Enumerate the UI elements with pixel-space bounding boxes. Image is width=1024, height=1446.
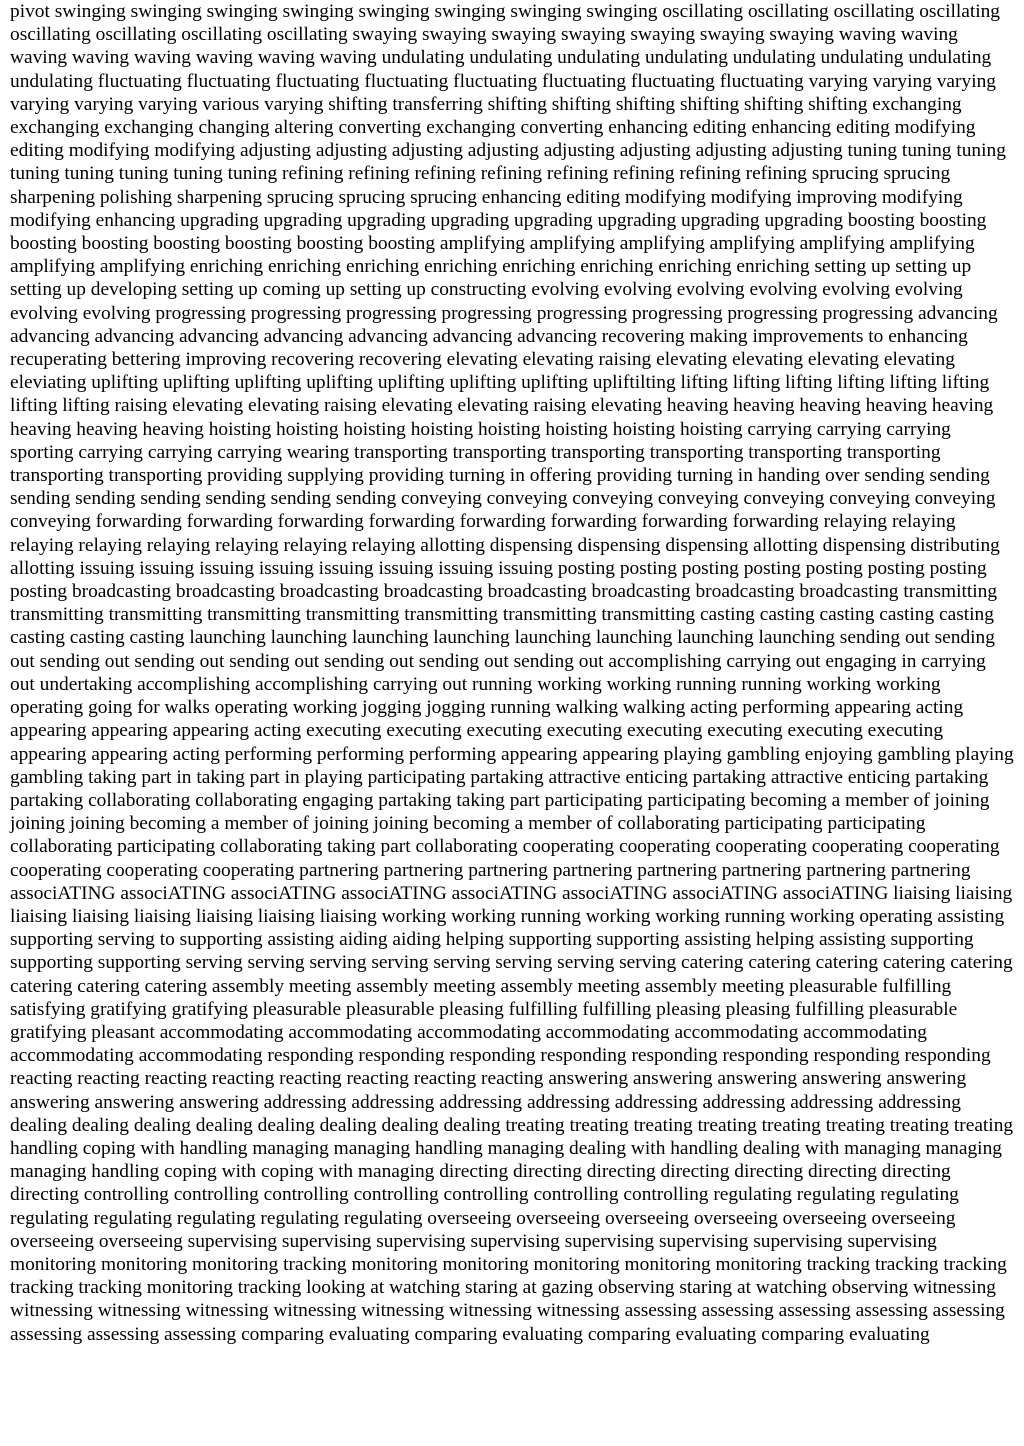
body-text: pivot swinging swinging swinging swinging swinging swinging swinging swinging oscillating oscillating oscillating oscillating oscillating oscillating oscillating oscillating swaying swaying swaying swaying swaying swaying swaying waving waving waving waving waving waving waving waving undulating undulating undulating undulating undulating undulating undulating undulating fluctuating fluctuating fluctuating fluctuating fluctuating fluctuating fluctuating fluctuating varying varying varying varying varying varying various varying shifting transferring shifting shifting shifting shifting shifting shifting exchanging exchanging exchanging changing altering converting exchanging converting enhancing editing enhancing editing modifying editing modifying modifying adjusting adjusting adjusting adjusting adjusting adjusting adjusting adjusting tuning tuning tuning tuning tuning tuning tuning tuning refining refining refining refining refining refining refining refining sprucing sprucing sharpening polishing sharpening sprucing sprucing sprucing enhancing editing modifying modifying improving modifying modifying enhancing upgrading upgrading upgrading upgrading upgrading upgrading upgrading upgrading boosting boosting boosting boosting boosting boosting boosting boosting amplifying amplifying amplifying amplifying amplifying amplifying amplifying amplifying enriching enriching enriching enriching enriching enriching enriching enriching setting up setting up setting up developing setting up coming up setting up constructing evolving evolving evolving evolving evolving evolving evolving evolving progressing progressing progressing progressing progressing progressing progressing progressing advancing advancing advancing advancing advancing advancing advancing advancing recovering making improvements to enhancing recuperating bettering improving recovering recovering elevating elevating raising elevating elevating elevating elevating eleviating uplifting uplifting uplifting uplifting uplifting uplifting uplifting upliftilting lifting lifting lifting lifting lifting lifting lifting lifting raising elevating elevating raising elevating elevating raising elevating heaving heaving heaving heaving heaving heaving heaving heaving hoisting hoisting hoisting hoisting hoisting hoisting hoisting hoisting carrying carrying carrying sporting carrying carrying carrying wearing transporting transporting transporting transporting transporting transporting transporting transporting providing supplying providing turning in offering providing turning in handing over sending sending sending sending sending sending sending sending conveying conveying conveying conveying conveying conveying conveying conveying forwarding forwarding forwarding forwarding forwarding forwarding forwarding forwarding relaying relaying relaying relaying relaying relaying relaying relaying allotting dispensing dispensing dispensing allotting dispensing distributing allotting issuing issuing issuing issuing issuing issuing issuing issuing posting posting posting posting posting posting posting posting broadcasting broadcasting broadcasting broadcasting broadcasting broadcasting broadcasting broadcasting transmitting transmitting transmitting transmitting transmitting transmitting transmitting transmitting casting casting casting casting casting casting casting casting launching launching launching launching launching launching launching launching sending out sending out sending out sending out sending out sending out sending out sending out accomplishing carrying out engaging in carrying out undertaking accomplishing accomplishing carrying out running working working running running working working operating going for walks operating working jogging jogging running walking walking acting performing appearing acting appearing appearing appearing acting executing executing executing executing executing executing executing executing appearing appearing acting performing performing performing appearing appearing playing gambling enjoying gambling playing gambling taking part in taking part in playing participating partaking attractive enticing partaking attractive enticing partaking partaking collaborating collaborating engaging partaking taking part participating participating becoming a member of joining joining joining becoming a member of joining joining becoming a member of collaborating participating participating collaborating participating collaborating taking part collaborating cooperating cooperating cooperating cooperating cooperating cooperating cooperating cooperating partnering partnering partnering partnering partnering partnering partnering partnering associATING associATING associATING associATING associATING associATING associATING associATING liaising liaising liaising liaising liaising liaising liaising liaising working working running working working running working operating assisting supporting serving to supporting assisting aiding aiding helping supporting supporting assisting helping assisting supporting supporting supporting serving serving serving serving serving serving serving serving catering catering catering catering catering catering catering catering assembly meeting assembly meeting assembly meeting assembly meeting pleasurable fulfilling satisfying gratifying gratifying pleasurable pleasurable pleasing fulfilling fulfilling pleasing pleasing fulfilling pleasurable gratifying pleasant accommodating accommodating accommodating accommodating accommodating accommodating accommodating accommodating responding responding responding responding responding responding responding responding reacting reacting reacting reacting reacting reacting reacting reacting answering answering answering answering answering answering answering answering addressing addressing addressing addressing addressing addressing addressing addressing dealing dealing dealing dealing dealing dealing dealing dealing treating treating treating treating treating treating treating treating handling coping with handling managing managing handling managing dealing with handling dealing with managing managing managing handling coping with coping with managing directing directing directing directing directing directing directing directing controlling controlling controlling controlling controlling controlling controlling regulating regulating regulating regulating regulating regulating regulating regulating overseeing overseeing overseeing overseeing overseeing overseeing overseeing overseeing supervising supervising supervising supervising supervising supervising supervising supervising monitoring monitoring monitoring tracking monitoring monitoring monitoring monitoring monitoring tracking tracking tracking tracking tracking monitoring tracking looking at watching staring at gazing observing staring at watching observing witnessing witnessing witnessing witnessing witnessing witnessing witnessing witnessing assessing assessing assessing assessing assessing assessing assessing assessing comparing evaluating comparing evaluating comparing evaluating comparing evaluating (10, 1, 1014, 1345)
